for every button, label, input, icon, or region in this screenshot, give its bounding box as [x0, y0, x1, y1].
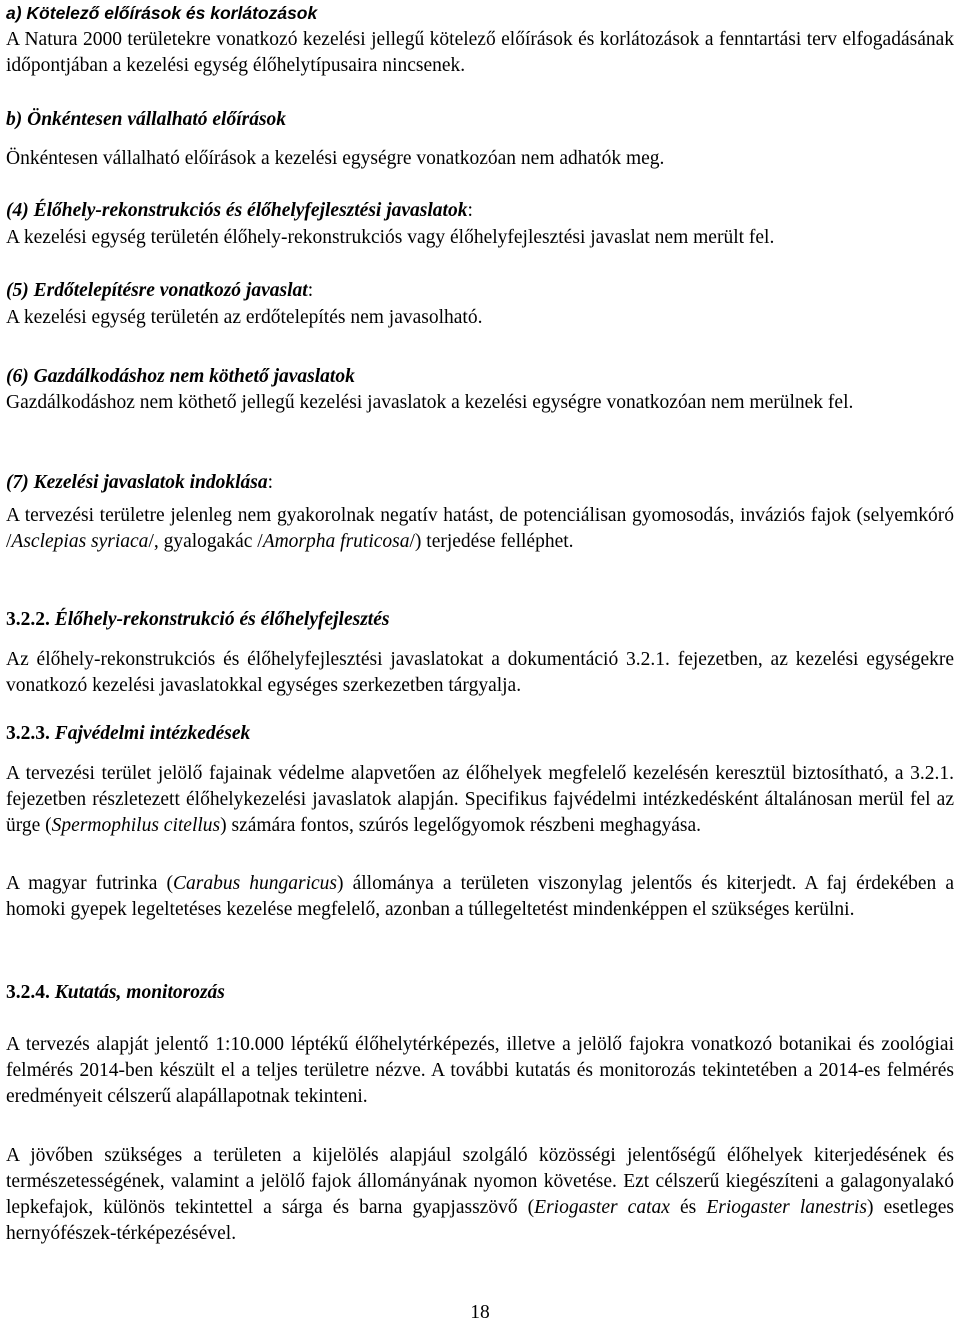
text-run: ) esetleges hernyófészek-térképezésével. — [6, 1197, 954, 1244]
species-name: Eriogaster catax — [534, 1197, 670, 1218]
text-run: /) terjedése felléphet. — [409, 531, 574, 552]
paragraph-b: Önkéntesen vállalható előírások a kezelési egységre vonatkozóan nem adhatók meg. — [6, 148, 665, 169]
section-heading-323 — [6, 721, 250, 747]
text-run: /, gyalogakác / — [148, 531, 263, 552]
heading-5-colon: : — [307, 280, 314, 301]
page-number: 18 — [470, 1302, 490, 1323]
heading-7-text: (7) Kezelési javaslatok indoklása — [6, 472, 268, 493]
text-run: és — [669, 1197, 707, 1218]
heading-a: a) Kötelező előírások és korlátozások — [6, 3, 318, 23]
paragraph-4: A kezelési egység területén élőhely-rekonstrukciós vagy élőhelyfejlesztési javaslat nem merült fel. — [6, 227, 775, 248]
heading-7 — [6, 470, 273, 496]
heading-4-text: (4) Élőhely-rekonstrukciós és élőhelyfejlesztési javaslatok — [6, 200, 468, 221]
heading-6: (6) Gazdálkodáshoz nem köthető javaslatok — [6, 366, 355, 387]
paragraph-324-2 — [6, 1143, 954, 1247]
species-name: Spermophilus citellus — [51, 815, 221, 836]
section-title: Élőhely-rekonstrukció és élőhelyfejlesztés — [54, 609, 390, 630]
paragraph-323-1 — [6, 761, 954, 839]
paragraph-5: A kezelési egység területén az erdőtelepítés nem javasolható. — [6, 307, 483, 328]
paragraph-a: A Natura 2000 területekre vonatkozó kezelési jellegű kötelező előírások és korlátozások a fenntartási terv elfogadásának időpontjában a kezelési egység élőhelytípusaira nincsenek. — [6, 29, 954, 76]
heading-4 — [6, 198, 473, 224]
heading-5-text: (5) Erdőtelepítésre vonatkozó javaslat — [6, 280, 308, 301]
species-name: Asclepias syriaca — [11, 531, 149, 552]
section-number: 3.2.3. — [6, 723, 50, 744]
text-run: A jövőben szükséges a területen a kijelölés alapjául szolgáló közösségi jelentőségű élőhelyek kiterjedésének és természetességének, valamint a jelölő fajok állományának nyomon követése. Ezt célszerű kiegészíteni a galagonyalakó lepkefajok, különös tekintettel a sárga és barna gyapjasszövő ( — [6, 1145, 954, 1218]
section-heading-324 — [6, 980, 225, 1006]
section-title: Kutatás, monitorozás — [54, 982, 225, 1003]
heading-b: b) Önkéntesen vállalható előírások — [6, 109, 287, 130]
paragraph-6: Gazdálkodáshoz nem köthető jellegű kezelési javaslatok a kezelési egységre vonatkozóan nem merülnek fel. — [6, 392, 854, 413]
text-run: ) számára fontos, szúrós legelőgyomok részbeni meghagyása. — [220, 815, 701, 836]
species-name: Carabus hungaricus — [172, 873, 337, 894]
text-run: A tervezési területre jelenleg nem gyakorolnak negatív hatást, de potenciálisan gyomosodás, inváziós fajok (selyemkóró / — [6, 505, 954, 552]
section-title: Fajvédelmi intézkedések — [54, 723, 251, 744]
text-run: A magyar futrinka ( — [6, 873, 173, 894]
heading-4-colon: : — [467, 200, 473, 221]
species-name: Eriogaster lanestris — [706, 1197, 868, 1218]
text-run: ) állománya a területen viszonylag jelentős és kiterjedt. A faj érdekében a homoki gyepek legeltetéses kezelése megfelelő, azonban a túllegeltetést mindenképpen el szükséges kerülni. — [6, 873, 955, 920]
paragraph-7 — [6, 503, 954, 555]
section-number: 3.2.2. — [6, 609, 50, 630]
paragraph-324-1: A tervezés alapját jelentő 1:10.000 léptékű élőhelytérképezés, illetve a jelölő fajokra vonatkozó botanikai és zoológiai felmérés 2014-ben készült el a teljes területre nézve. A további kutatás és monitorozás tekintetében a 2014-es felmérés eredményeit célszerű alapállapotnak tekinteni. — [6, 1034, 954, 1107]
species-name: Amorpha fruticosa — [262, 531, 410, 552]
section-heading-322 — [6, 607, 389, 633]
paragraph-323-2 — [6, 871, 954, 923]
heading-7-colon: : — [267, 472, 274, 493]
text-run: A tervezési terület jelölő fajainak védelme alapvetően az élőhelyek megfelelő kezelésén keresztül biztosítható, a 3.2.1. fejezetben részletezett élőhelykezelési javaslatok alapján. Specifikus fajvédelmi intézkedésként általánosan merül fel az ürge ( — [6, 763, 954, 836]
paragraph-322: Az élőhely-rekonstrukciós és élőhelyfejlesztési javaslatokat a dokumentáció 3.2.1. fejezetben, az kezelési egységekre vonatkozó kezelési javaslatokkal egységes szerkezetben tárgyalja. — [6, 649, 954, 696]
section-number: 3.2.4. — [6, 982, 50, 1003]
heading-5 — [6, 278, 313, 304]
